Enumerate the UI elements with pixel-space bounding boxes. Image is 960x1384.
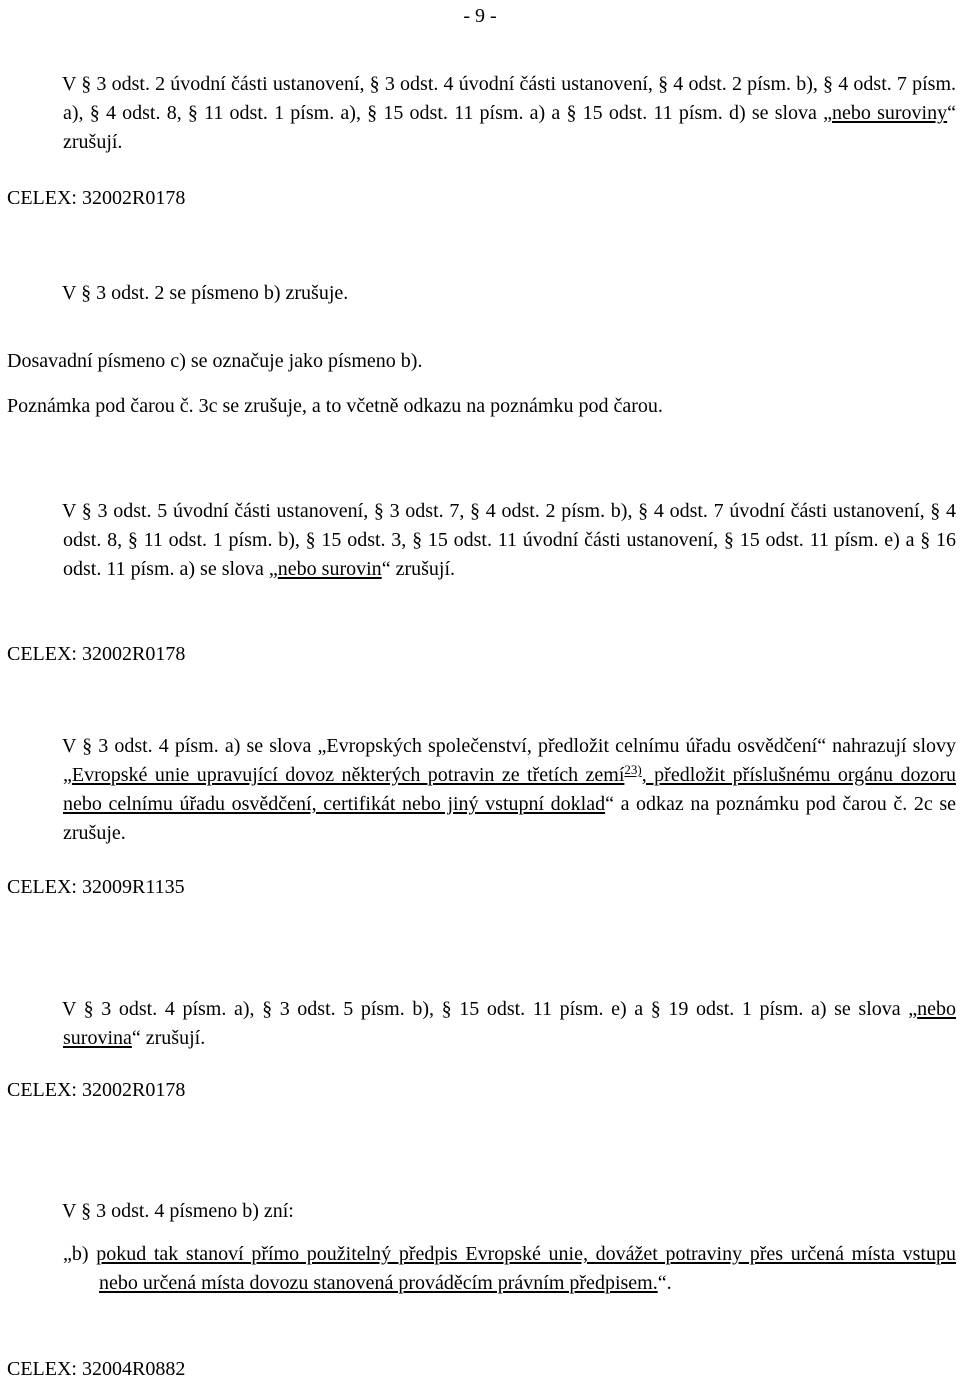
item-number — [7, 1197, 62, 1226]
underlined-text: nebo surovin — [277, 558, 382, 580]
page-number: - 9 - — [463, 5, 497, 27]
item-24-text — [7, 732, 956, 848]
text-run: V § 3 odst. 5 úvodní části ustanovení, § 3 odst. 7, § 4 odst. 2 písm. b), § 4 odst. 7 úvodní části ustanovení, § 4 odst. 8, § 11 odst. 1 písm. b), § 15 odst. 3, § 15 odst. 11 úvodní části ustanovení, § 15 odst. 11 písm. e) a § 16 odst. 11 písm. a) se slova „ — [62, 500, 956, 580]
item-25 — [7, 995, 956, 1053]
celex-reference: CELEX: 32009R1135 — [7, 876, 185, 898]
item-number — [7, 70, 62, 99]
text-run: “ zrušují. — [63, 102, 956, 153]
item-23 — [7, 497, 956, 584]
text-run: „b) — [63, 1243, 97, 1265]
underlined-text: nebo surovina — [63, 998, 956, 1049]
quoted-provision — [63, 1240, 956, 1298]
quoted-provision-text — [63, 1240, 956, 1298]
text-run: “. — [657, 1272, 672, 1294]
celex-reference: CELEX: 32004R0882 — [7, 1358, 186, 1380]
paragraph: Dosavadní písmeno c) se označuje jako písmeno b). — [7, 350, 423, 372]
item-number — [7, 995, 62, 1024]
text-run: V § 3 odst. 4 písm. a), § 3 odst. 5 písm. b), § 15 odst. 11 písm. e) a § 19 odst. 1 písm. a) se slova „ — [62, 998, 918, 1020]
item-21 — [7, 70, 956, 157]
text-run: V § 3 odst. 2 úvodní části ustanovení, § 3 odst. 4 úvodní části ustanovení, § 4 odst. 2 písm. b), § 4 odst. 7 písm. a), § 4 odst. 8, § 11 odst. 1 písm. a), § 15 odst. 11 písm. a) a § 15 odst. 11 písm. d) se slova „ — [62, 73, 956, 124]
text-run: V § 3 odst. 2 se písmeno b) zrušuje. — [62, 282, 349, 304]
item-number — [7, 732, 62, 761]
item-26-text — [7, 1197, 956, 1226]
underlined-text: , předložit příslušnému orgánu dozoru nebo celnímu úřadu osvědčení, certifikát nebo jiný vstupní doklad — [63, 764, 956, 815]
item-25-text — [7, 995, 956, 1053]
item-number — [7, 279, 62, 308]
item-24 — [7, 732, 956, 848]
text-run: V § 3 odst. 4 písm. a) se slova „Evropských společenství, předložit celnímu úřadu osvědčení“ nahrazují slovy „ — [62, 735, 956, 786]
text-run: “ zrušují. — [381, 558, 455, 580]
underlined-text: Evropské unie upravující dovoz některých potravin ze třetích zemí — [71, 764, 625, 786]
celex-reference: CELEX: 32002R0178 — [7, 187, 186, 209]
item-26 — [7, 1197, 956, 1226]
item-22-text — [7, 279, 956, 308]
item-23-text — [7, 497, 956, 584]
underlined-text: pokud tak stanoví přímo použitelný předpis Evropské unie, dovážet potraviny přes určená místa vstupu nebo určená místa dovozu stanovená prováděcím právním předpisem. — [96, 1243, 956, 1294]
celex-reference: CELEX: 32002R0178 — [7, 643, 186, 665]
item-22 — [7, 279, 956, 308]
item-21-text — [7, 70, 956, 157]
text-run: V § 3 odst. 4 písmeno b) zní: — [62, 1200, 294, 1222]
paragraph: Poznámka pod čarou č. 3c se zrušuje, a to včetně odkazu na poznámku pod čarou. — [7, 395, 663, 417]
text-run: “ a odkaz na poznámku pod čarou č. 2c se zrušuje. — [63, 793, 956, 844]
celex-reference: CELEX: 32002R0178 — [7, 1079, 186, 1101]
text-run: “ zrušují. — [131, 1027, 206, 1049]
item-number — [7, 497, 62, 526]
underlined-text: nebo suroviny — [832, 102, 948, 124]
footnote-ref: 23) — [624, 762, 642, 777]
